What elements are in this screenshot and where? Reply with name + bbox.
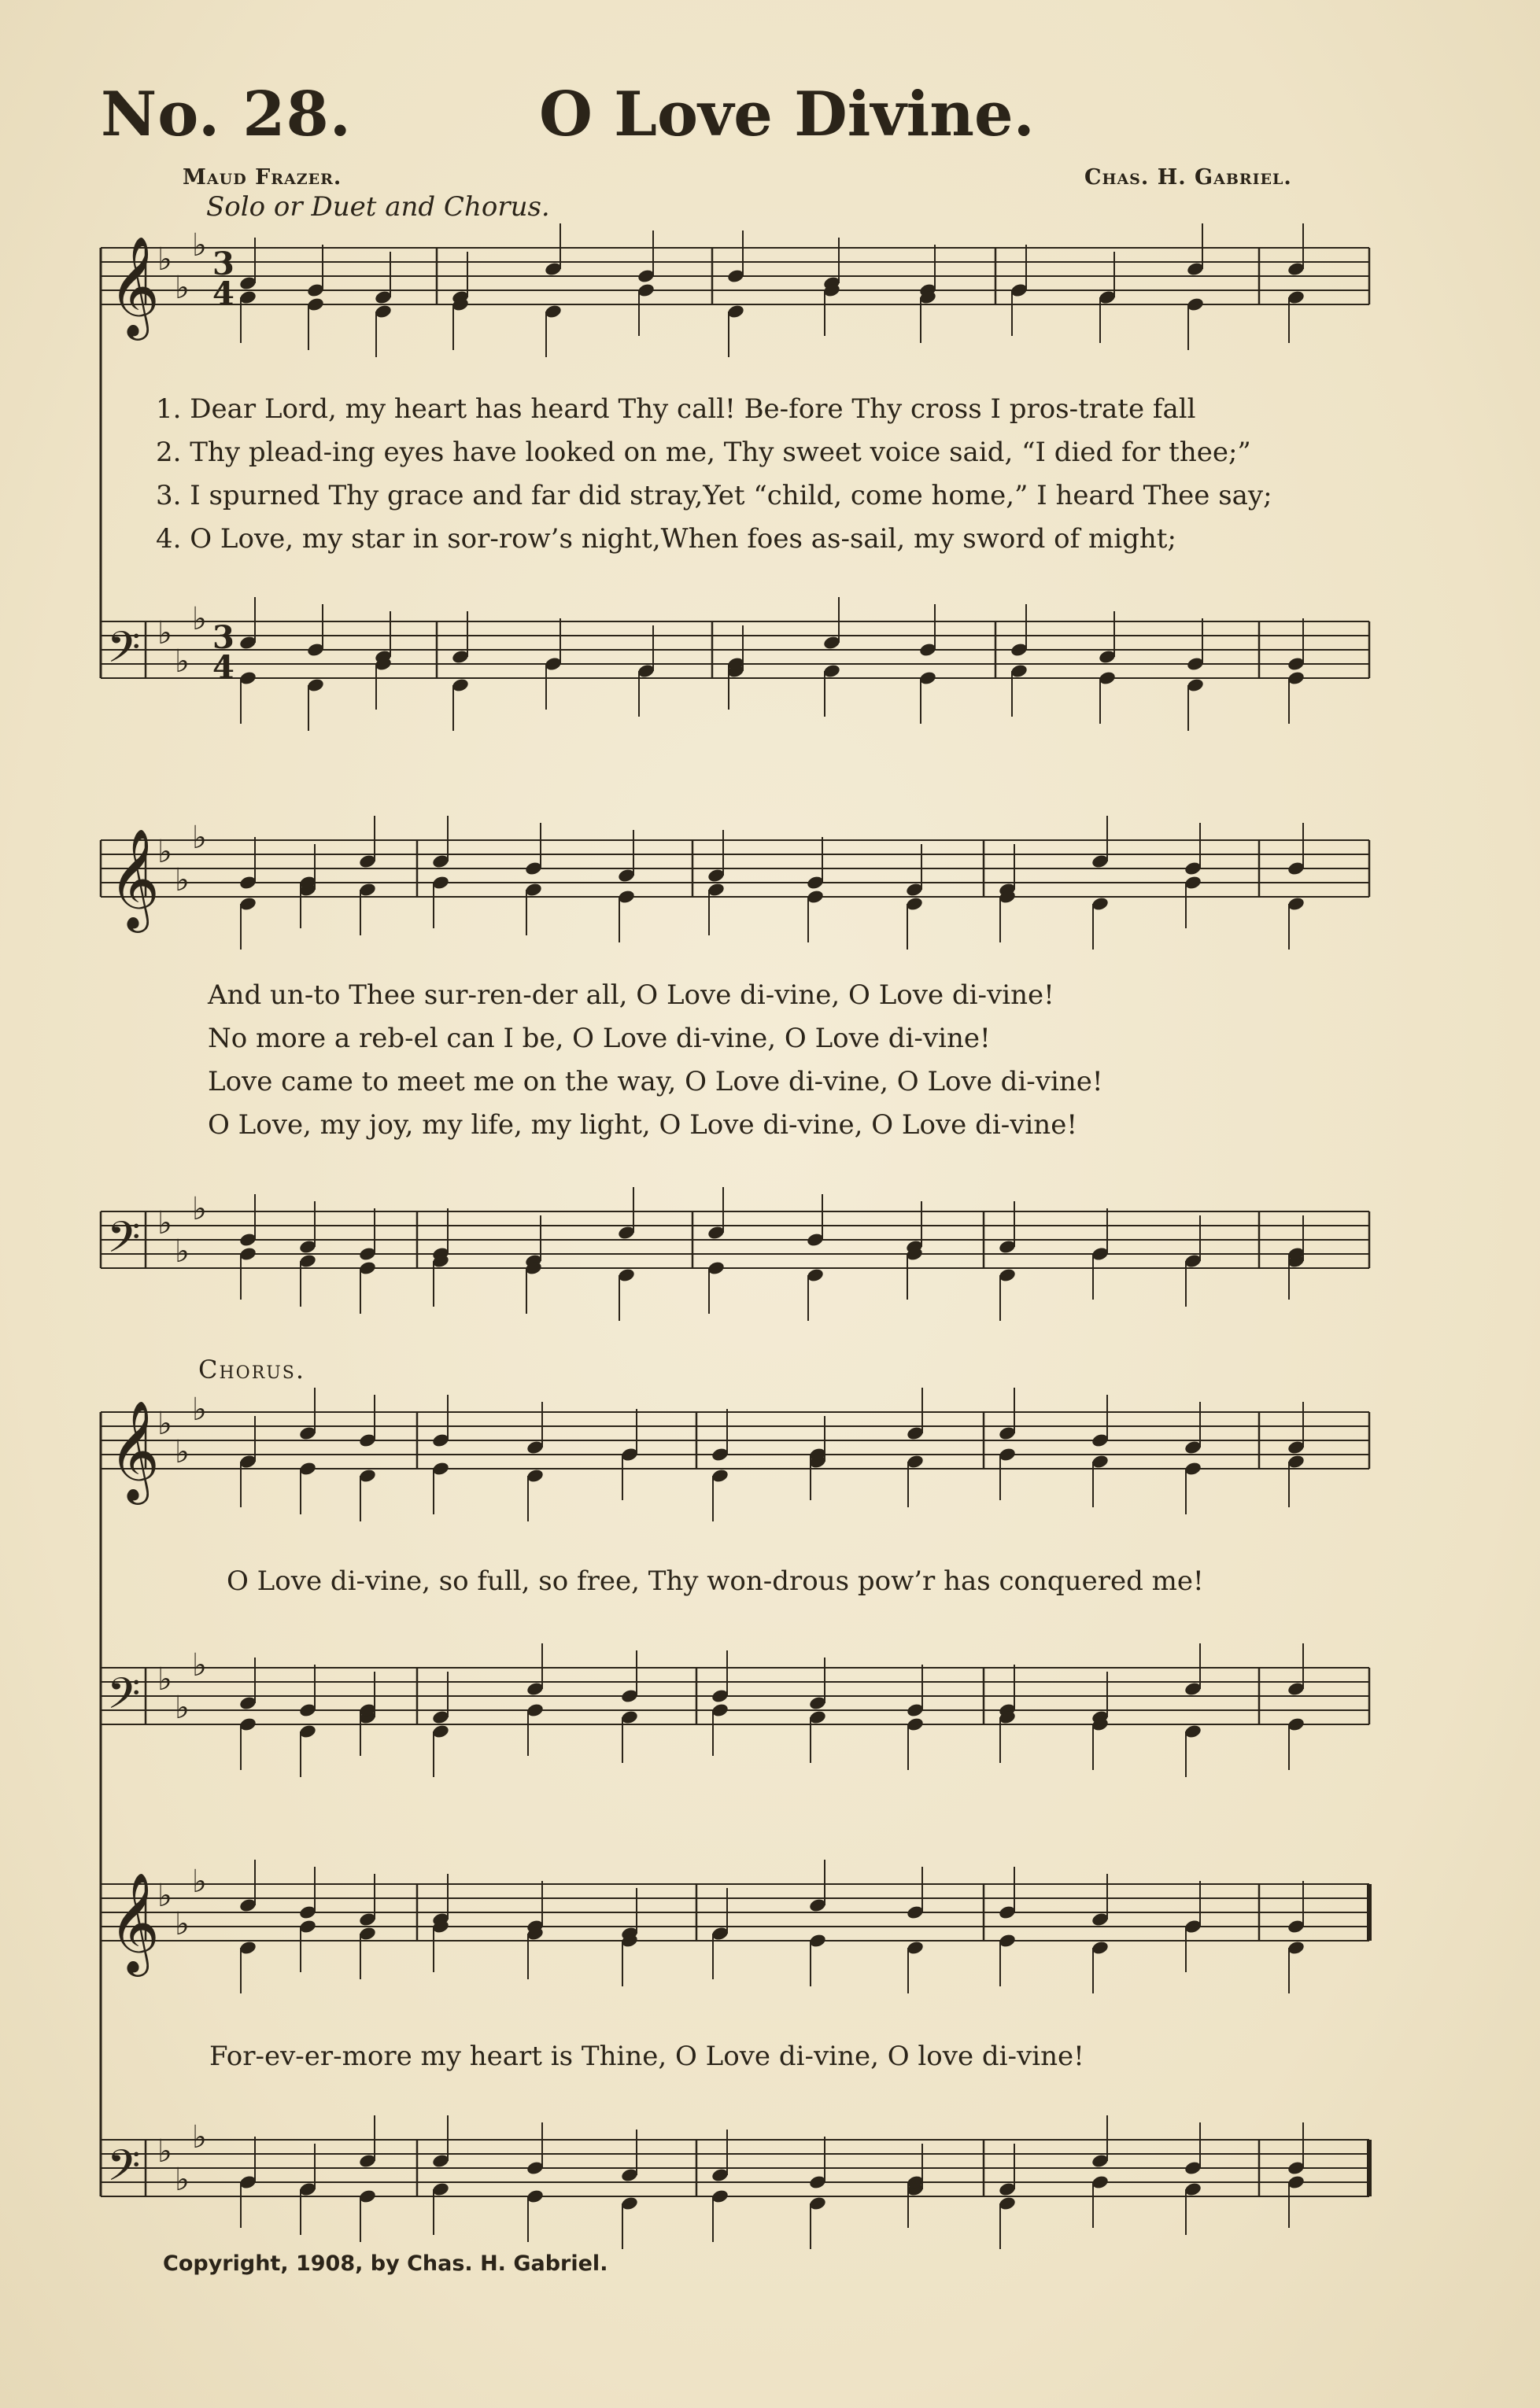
time-signature: 3: [212, 619, 235, 656]
verse-2-ending: No more a reb-el can I be, O Love di-vine, O Love di-vine!: [208, 1023, 991, 1054]
copyright-notice: Copyright, 1908, by Chas. H. Gabriel.: [163, 2251, 608, 2276]
hymn-title: O Love Divine.: [539, 79, 1035, 150]
flat-sign: ♭: [175, 1434, 190, 1470]
flat-sign: ♭: [157, 1878, 172, 1914]
time-signature: 3: [212, 245, 235, 282]
bass-clef: 𝄢: [107, 1212, 141, 1273]
chorus-label: Chorus.: [198, 1355, 306, 1385]
flat-sign: ♭: [175, 1234, 190, 1270]
verse-4-ending: O Love, my joy, my life, my light, O Love di-vine, O Love di-vine!: [208, 1109, 1077, 1141]
verse-2-line: 2. Thy plead-ing eyes have looked on me, Thy sweet voice said, “I died for thee;”: [156, 437, 1251, 468]
flat-sign: ♭: [175, 270, 190, 306]
flat-sign: ♭: [157, 615, 172, 651]
flat-sign: ♭: [192, 1392, 207, 1428]
flat-sign: ♭: [157, 1661, 172, 1698]
flat-sign: ♭: [175, 862, 190, 898]
flat-sign: ♭: [175, 1906, 190, 1942]
bass-clef: 𝄢: [107, 1669, 141, 1729]
treble-clef: 𝄞: [109, 1871, 161, 1972]
verse-3-ending: Love came to meet me on the way, O Love di-vine, O Love di-vine!: [208, 1066, 1103, 1097]
treble-clef: 𝄞: [109, 235, 161, 336]
time-signature: 4: [212, 275, 235, 312]
verse-1-line: 1. Dear Lord, my heart has heard Thy call! Be-fore Thy cross I pros-trate fall: [156, 393, 1196, 425]
chorus-line-2: For-ev-er-more my heart is Thine, O Love di-vine, O love di-vine!: [209, 2041, 1084, 2072]
flat-sign: ♭: [157, 1406, 172, 1442]
hymn-number: No. 28.: [101, 79, 352, 150]
flat-sign: ♭: [192, 1864, 207, 1900]
bass-clef: 𝄢: [107, 2141, 141, 2201]
flat-sign: ♭: [192, 227, 207, 264]
author-credit: Maud Frazer.: [183, 165, 342, 190]
flat-sign: ♭: [192, 1191, 207, 1227]
time-signature: 4: [212, 649, 235, 686]
flat-sign: ♭: [192, 2119, 207, 2155]
flat-sign: ♭: [157, 2133, 172, 2170]
flat-sign: ♭: [157, 242, 172, 278]
treble-clef: 𝄞: [109, 1399, 161, 1500]
bass-clef: 𝄢: [107, 622, 141, 683]
verse-4-line: 4. O Love, my star in sor-row’s night,When foes as-sail, my sword of might;: [156, 523, 1176, 555]
flat-sign: ♭: [192, 820, 207, 856]
flat-sign: ♭: [192, 601, 207, 637]
flat-sign: ♭: [192, 1647, 207, 1683]
verse-3-line: 3. I spurned Thy grace and far did stray,Yet “child, come home,” I heard Thee say;: [156, 480, 1272, 511]
performance-note: Solo or Duet and Chorus.: [206, 191, 550, 223]
flat-sign: ♭: [175, 643, 190, 680]
composer-credit: Chas. H. Gabriel.: [1084, 165, 1292, 190]
flat-sign: ♭: [157, 1205, 172, 1241]
verse-1-ending: And un-to Thee sur-ren-der all, O Love di-vine, O Love di-vine!: [208, 979, 1054, 1011]
flat-sign: ♭: [175, 1690, 190, 1726]
chorus-line-1: O Love di-vine, so full, so free, Thy won-drous pow’r has conquered me!: [227, 1565, 1204, 1597]
flat-sign: ♭: [157, 834, 172, 870]
flat-sign: ♭: [175, 2162, 190, 2198]
treble-clef: 𝄞: [109, 828, 161, 928]
